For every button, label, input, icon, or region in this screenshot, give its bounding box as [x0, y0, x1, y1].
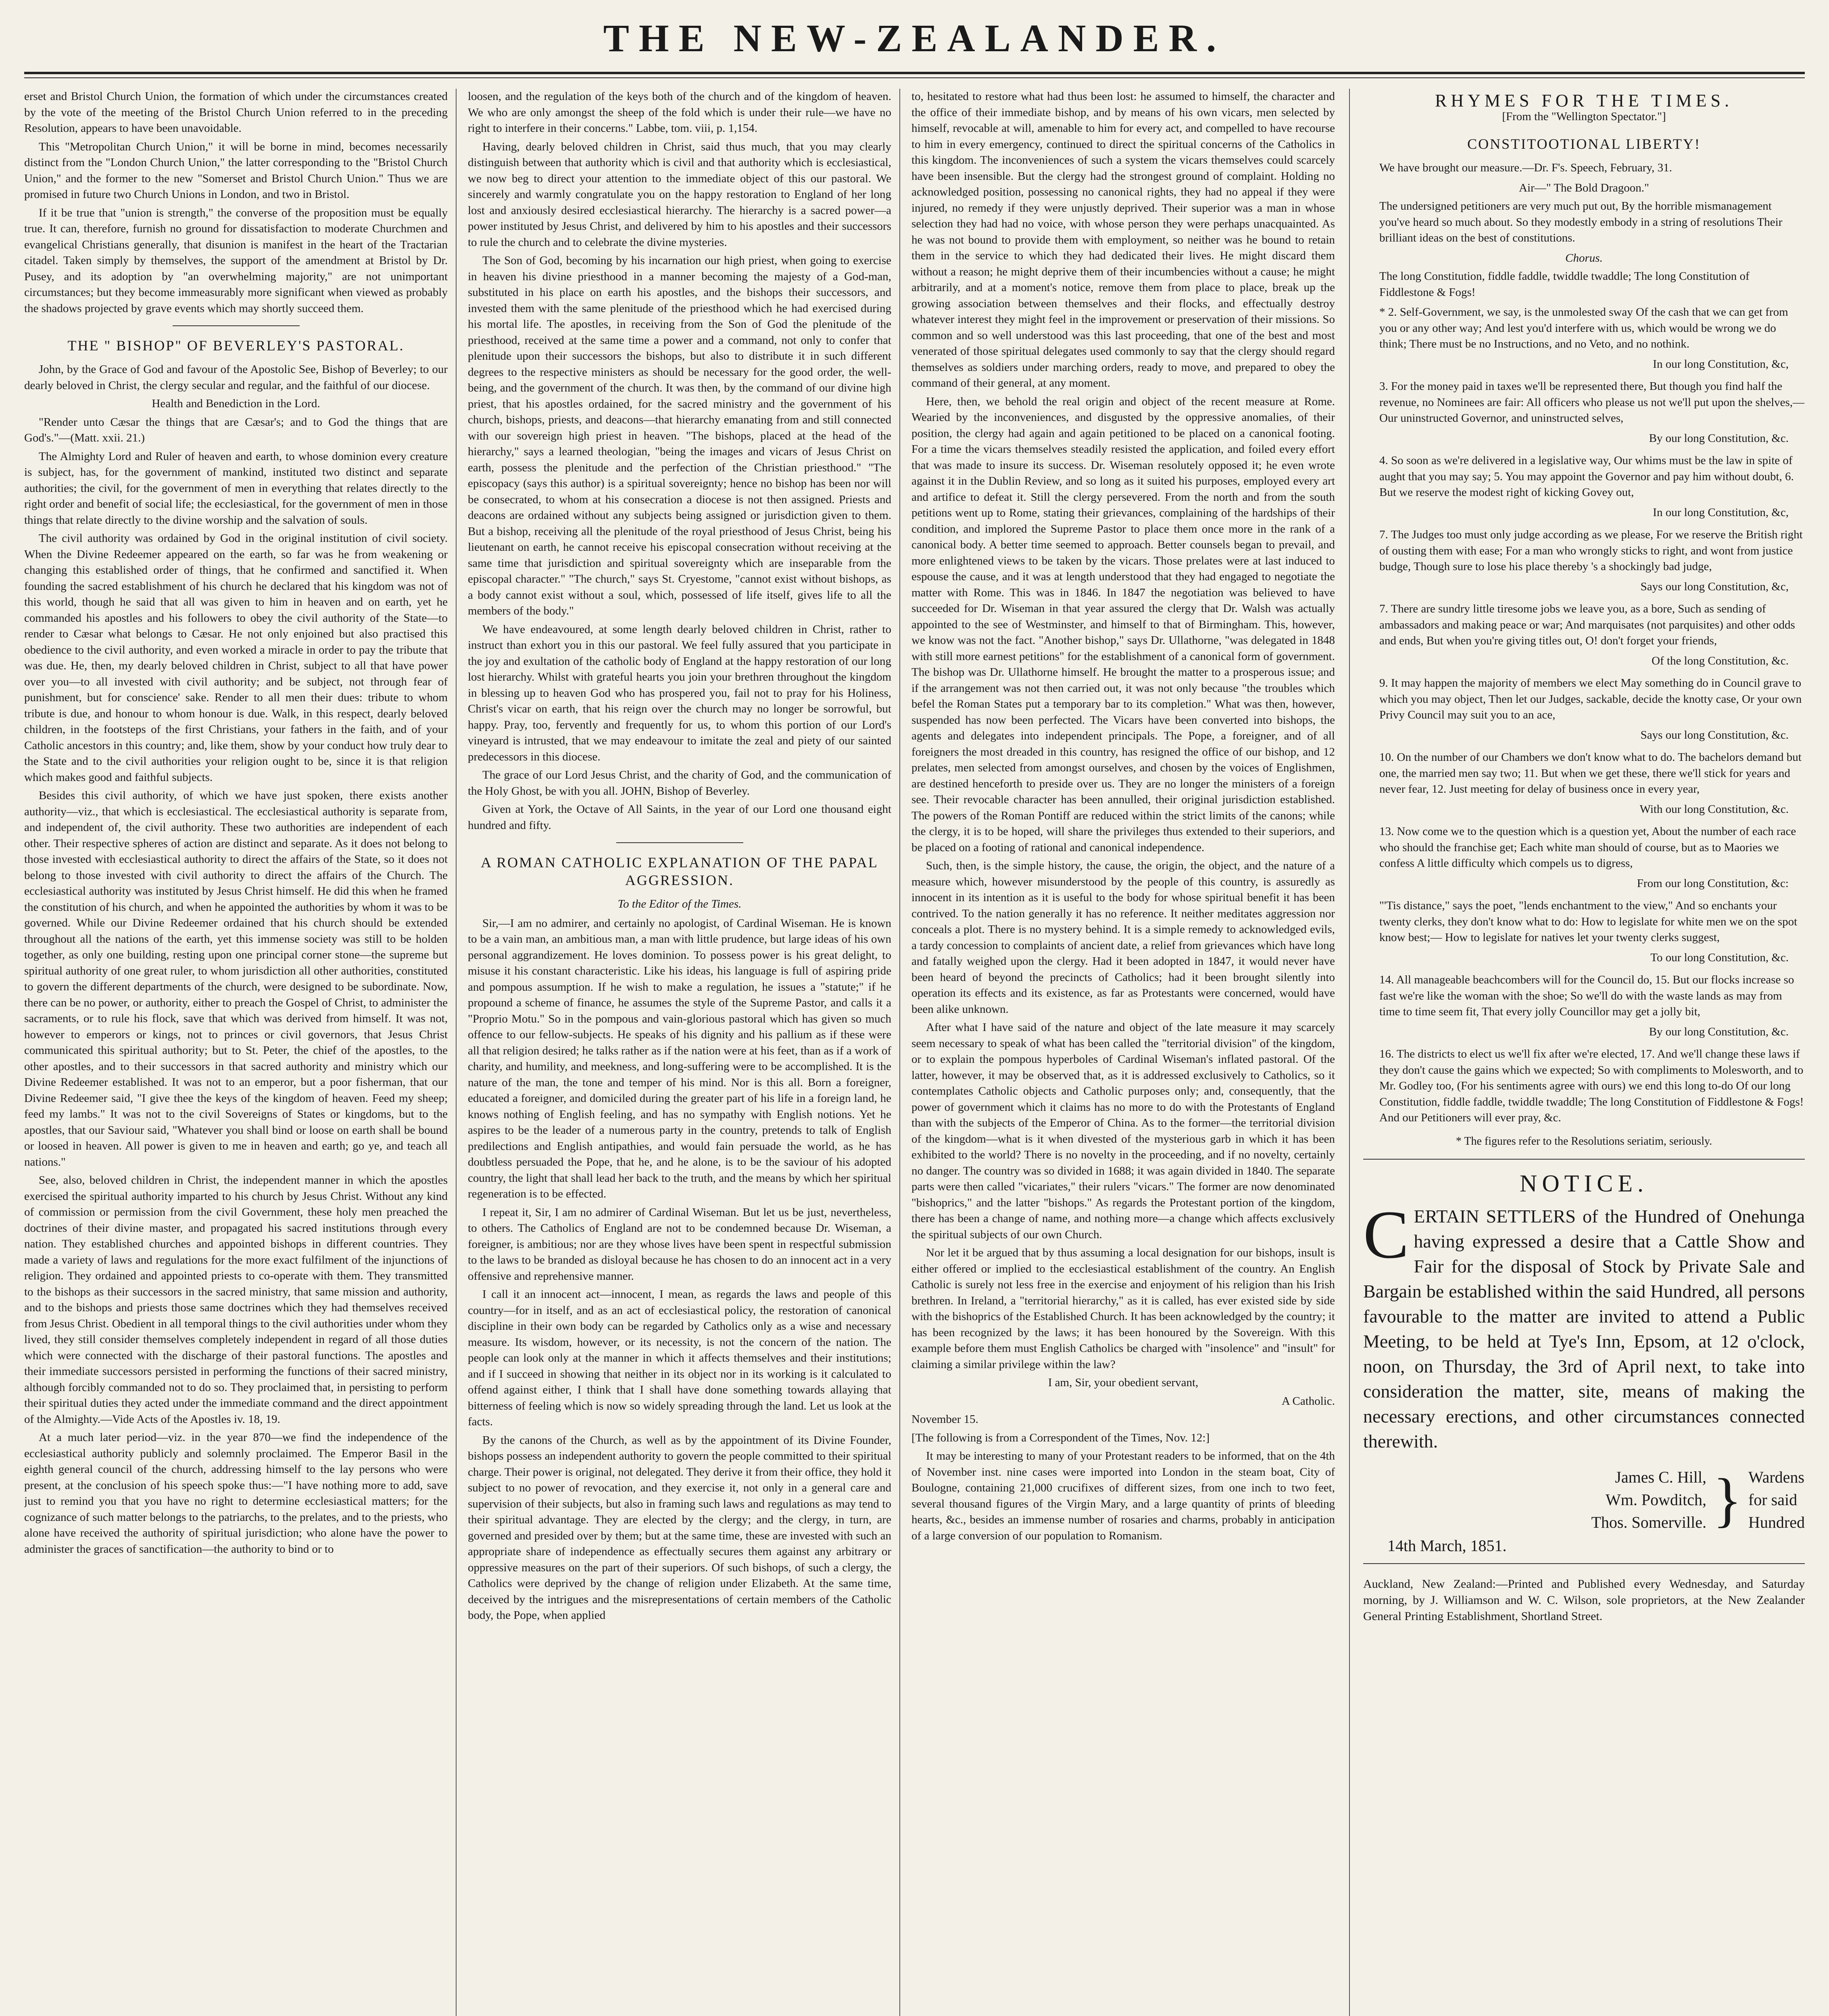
column-1: [24, 89, 448, 2016]
poem-verse: 10. On the number of our Chambers we don't know what to do. The bachelors demand but one, the married men say two; 11. But when we get these, there we'll stick for years and never fear, 12. Just meeting for delay of business once in every year,: [1379, 751, 1802, 796]
paragraph: I repeat it, Sir, I am no admirer of Cardinal Wiseman. But let us be just, nevertheless, to others. The Catholics of England are not to be condemned because Dr. Wiseman, a foreigner, is ambitious; nor are they whose lives have been spent in respectful submission to the laws to be branded as disloyal because he has chosen to do an innocent act in a very offensive and reprehensive manner.: [468, 1206, 891, 1283]
paragraph: This "Metropolitan Church Union," it will be borne in mind, becomes necessarily distinct from the "London Church Union," the latter corresponding to the "Bristol Church Union," and the former to the new "Somerset and Bristol Church Union." Thus we are promised in future two Church Unions in London, and two in Bristol.: [24, 140, 448, 201]
paragraph: The Almighty Lord and Ruler of heaven and earth, to whose dominion every creature is subject, has, for the government of mankind, instituted two distinct and separate authorities; the civil, for the government of men in everything that relates directly to the right order and benefit of social life; the ecclesiastical, for the government of men in those things that relate directly to the divine worship and the salvation of souls.: [24, 450, 448, 527]
signer-roles: [1748, 1466, 1805, 1534]
notice-title: NOTICE.: [1520, 1170, 1648, 1197]
notice-body: [1363, 1196, 1805, 1454]
paragraph: At a much later period—viz. in the year 870—we find the independence of the ecclesiastical authority publicly and solemnly proclaimed. The Emperor Basil in the eighth general council of the church, addressing himself to the lay persons who were present, at the conclusion of his speech spoke thus:—"I have nothing more to add, save just to remind you that you have no right to determine ecclesiastical matters; for the cognizance of such matter belongs to the patriarchs, to the prelates, and to the priests, who alone have received the authority of spiritual jurisdiction; who alone have the power to administer the graces of sanctification—the authority to bind or to: [24, 1431, 448, 1556]
notice-date: 14th March, 1851.: [1387, 1536, 1507, 1555]
poem-refrain: Of the long Constitution, &c.: [1652, 654, 1789, 667]
poem-verse: 14. All manageable beachcombers will for the Council do, 15. But our flocks increase so fast we're like the woman with the shoe; So we'll do with the waste lands as may from time to time seem fit, That every jolly Councillor may get a jolly bit,: [1379, 973, 1794, 1018]
article-heading: A ROMAN CATHOLIC EXPLANATION OF THE PAPAL AGGRESSION.: [481, 854, 878, 888]
paragraph: If it be true that "union is strength," the converse of the proposition must be equally true. It can, therefore, furnish no ground for dissatisfaction to moderate Churchmen and evangelical Christians generally, that disunion is manifest in the heart of the Tractarian citadel. Taken simply by themselves, the support of the amendment at Bristol by Dr. Pusey, and its adoption by "an overwhelming majority," are not unimportant circumstances; but they become immeasurably more significant when viewed as probably the shadows projected by grave events which may shortly succeed them.: [24, 206, 448, 315]
poem-section-title: RHYMES FOR THE TIMES.: [1435, 91, 1733, 110]
column-divider: [456, 89, 457, 2016]
column-2: [468, 89, 891, 2016]
paragraph: to, hesitated to restore what had thus been lost: he assumed to himself, the character and the office of their immediate bishop, and by means of his own vicars, men selected by himself, revocable at will, amenable to him for every act, and compelled to have recourse to him in every emergency, continued to direct the spiritual concerns of the Catholics in this kingdom. The inconveniences of such a system the vicars themselves could scarcely have been insensible. But the clergy had the strongest ground of complaint. Holding no acknowledged position, possessing no canonical rights, they had no appeal if they were injured, no remedy if they were unjustly deprived. Their superior was a man in whose selection they had had no voice, with whose person they were perhaps unacquainted. As he was not bound to provide them with employment, so neither was he bound to retain them in the service to which they had dedicated their lives. He might discard them without a reason; he might deprive them of their incumbencies without a cause; he might arbitrarily, and at a moment's notice, remove them from place to place, break up the growing association between themselves and their flocks, and effectually destroy whatever interest they might feel in the improvement or preservation of their missions. So common and so well understood was this last proceeding, that one of the best and most venerated of those spiritual delegates used commonly to say that the clergy should regard themselves as soldiers under marching orders, ready to move, and prepared to obey the command of their general, at any moment.: [911, 90, 1335, 389]
paragraph: I call it an innocent act—innocent, I mean, as regards the laws and people of this country—for in itself, and as an act of ecclesiastical policy, the restoration of canonical discipline in their own body can be regarded by Catholics only as a wise and necessary measure. Its wisdom, however, or its necessity, is not the concern of the nation. The people can look only at the manner in which it affects themselves and their institutions; and if I succeed in showing that neither in its object nor in its working is it calculated to offend against either, I think that I shall have done something towards allaying that bitterness of feeling which is now so widely spreading through the land. Let us look at the facts.: [468, 1288, 891, 1428]
separator: [1363, 1159, 1805, 1160]
paragraph: Sir,—I am no admirer, and certainly no apologist, of Cardinal Wiseman. He is known to be a vain man, an ambitious man, a man with little prudence, but large ideas of his own personal aggrandizement. He loves dominion. To possess power is his great delight, to misuse it his constant characteristic. Like his ideas, his language is full of aspiring pride and pompous assumption. If he wish to make a regulation, he issues a "statute;" if he propound a scheme of finance, he assumes the style of the Supreme Pastor, and calls it a "Proprio Motu." So in the pompous and vain-glorious pastoral which has given so much offence to our fellow-subjects. He speaks of his dignity and his pallium as if these were all that religion desired; he talks rather as if the nation were at his feet, than as if a work of charity, and humility, and meekness, and long-suffering were to be accomplished. It is the nature of the man, the tone and temper of his mind. Nor is this all. Born a foreigner, educated a foreigner, and domiciled during the greater part of his life in a foreign land, he knows nothing of English feeling, and has no sympathy with English notions. Yet he aspires to be the leader of a numerous party in the country, pretends to talk of English predilections and English antipathies, and would fain persuade the world, as he has doubtless persuaded the Pope, that he, and he alone, is to be the saviour of his adopted country, the light that shall lead her back to the truth, and the means by which her spiritual regeneration is to be effected.: [468, 916, 891, 1200]
poem-verse: "'Tis distance," says the poet, "lends enchantment to the view," And so enchants your twenty clerks, they don't know what to do: How to legislate for white men we on the spot know best;— How to legislate for natives let your twenty clerks suggest,: [1379, 899, 1798, 944]
poem-verse: The undersigned petitioners are very much put out, By the horrible mismanagement you've heard so much about. So they modestly embody in a string of resolutions Their brilliant ideas on the best of constitutions.: [1379, 200, 1783, 244]
separator: [616, 842, 743, 843]
poem-verse: 13. Now come we to the question which is a question yet, About the number of each race who should the franchise get; Each white man should of course, but as to Maories we confess A little difficulty which compels us to digress,: [1379, 825, 1796, 870]
poem-refrain: Says our long Constitution, &c,: [1640, 580, 1789, 593]
letter-signature: A Catholic.: [1281, 1394, 1335, 1408]
paragraph: Here, then, we behold the real origin and object of the recent measure at Rome. Wearied by the inconveniences, and disgusted by the oppressive anomalies, of their position, the clergy had again and again petitioned to be placed on a canonical footing. For a time the vicars themselves steadily resisted the application, and foiled every effort that was made to insure its success. Dr. Wiseman resolutely opposed it; he even wrote against it in the Dublin Review, and so long as it suited his purposes, employed every art and artifice to defeat it. Still the clergy persevered. From the north and from the south petitions went up to Rome, stating their grievances, complaining of the hardships of their condition, and implored the Supreme Pastor to place them once more in the rank of a canonical body. A better time seemed to approach. Better counsels began to prevail, and more enlightened views to be taken by the vicars. Those prelates were at last induced to espouse the cause, and it was at length understood that they had engaged to negotiate the matter with Rome. This was in 1846. In 1847 the negotiation was believed to have succeeded for Dr. Wiseman in that year assured the clergy that Dr. Walsh was actually appointed to the see of Westminster, and himself to that of Birmingham. This, however, we know was not the fact. "Another bishop," says Dr. Ullathorne, "was delegated in 1848 with still more earnest petitions" for the establishment of a canonical form of government. The bishop was Dr. Ullathorne himself. He brought the matter to a prosperous issue; and if the arrangement was not then carried out, it was not only because "the troubles which befel the Roman States put a temporary bar to its completion." What was then, however, suspended has now been perfected. The Vicars have been converted into bishops, the agents and delegates into independent principals. The Pope, a foreigner, and of all foreigners the most dreaded in this country, has resigned the office of our bishop, and 12 prelates, men selected from amongst ourselves, and chosen by the voices of Englishmen, are destined henceforth to preside over us. They are no longer the ministers of a foreign see. Their revocable character has been annulled, their original jurisdiction established. The powers of the Roman Pontiff are reduced within the strict limits of the canons; while the clergy, it is to be hoped, will share the privileges thus extended to their superiors, and be placed on a footing of rational and canonical independence.: [911, 395, 1335, 854]
poem-verse: 7. The Judges too must only judge according as we please, For we reserve the British right of ousting them with ease; For a man who wrongly sticks to right, and wont from justice budge, Though sure to lose his place thereby 's a shockingly bad judge,: [1379, 528, 1803, 573]
letter-closing: I am, Sir, your obedient servant,: [1048, 1376, 1199, 1389]
poem-refrain: In our long Constitution, &c,: [1653, 506, 1789, 519]
signer: Wm. Powditch,: [1606, 1490, 1707, 1509]
signer: James C. Hill,: [1615, 1468, 1707, 1486]
poem-refrain: From our long Constitution, &c:: [1637, 877, 1789, 890]
paragraph: loosen, and the regulation of the keys both of the church and of the kingdom of heaven. We who are only amongst the sheep of the fold which is under their rule—we have no right to interfere in their concerns." Labbe, tom. viii, p. 1,154.: [468, 90, 891, 135]
paragraph: See, also, beloved children in Christ, the independent manner in which the apostles exercised the spiritual authority imparted to his church by Jesus Christ. Without any kind of commission or permission from the civil Government, these holy men preached the doctrines of their divine master, and propagated his sacred institutions through every nation. They established churches and appointed bishops in different countries. They made a variety of laws and regulations for the more exact fulfilment of the injunctions of religion. They ordained and appointed priests to co-operate with them. They transmitted to the bishops as their successors in the sacred ministry, that same mission and authority, and to the bishops and priests those same doctrines which they had themselves received from Jesus Christ. Obedient in all temporal things to the civil authorities under whom they lived, they still consider themselves completely independent in regard of all those duties which were connected with the discharge of their pastoral functions. The apostles and their immediate successors persisted in performing the functions of their sacred ministry, although forcibly commanded not to do so. They proclaimed that, in persisting to perform their spiritual duties they acted under the immediate command and the direct appointment of the Almighty.—Vide Acts of the Apostles iv. 18, 19.: [24, 1174, 448, 1426]
poem-verse: 7. There are sundry little tiresome jobs we leave you, as a bore, Such as sending of ambassadors and making peace or war; And marquisates (not parquisites) and other odds and ends, But when you're giving titles out, O! don't forget your friends,: [1379, 602, 1795, 647]
poem-refrain: In our long Constitution, &c,: [1653, 357, 1789, 371]
poem-chorus: The long Constitution, fiddle faddle, twiddle twaddle; The long Constitution of Fiddlestone & Fogs!: [1379, 270, 1750, 299]
masthead-rule: [24, 72, 1805, 74]
notice-signatories: [1363, 1466, 1805, 1534]
drop-cap: C: [1363, 1196, 1409, 1272]
poem-title: CONSTITOOTIONAL LIBERTY!: [1467, 136, 1701, 152]
column-divider: [899, 89, 900, 2016]
separator: [173, 325, 300, 326]
role: Hundred: [1748, 1513, 1805, 1531]
paragraph: Besides this civil authority, of which we have just spoken, there exists another authority—viz., that which is ecclesiastical. The ecclesiastical authority is separate from, and independent of, the civil authority. These two authorities are independent of each other. Their respective spheres of action are distinct and separate. As it does not belong to those invested with ecclesiastical authority to direct the affairs of the State, so it does not belong to those invested with civil authority to direct the affairs of the Church. The ecclesiastical authority was instituted by Jesus Christ himself. He did this when he framed the constitution of his church, and when he appointed the authorities by whom it was to be governed. While our Divine Redeemer ordained that his church should be extended throughout all the nations of the earth, yet this immense society was still to be holden together, as only one building, resting upon one principal corner stone—the supreme but spiritual authority of one great ruler, to whom jurisdiction all other authorities, constituted to govern the different departments of the church, were designed to be subordinate. Now, there can be no power, or authority, either to preach the Gospel of Christ, to administer the sacraments, or to rule his flock, save that which was derived from himself. It was not, however to emperors or kings, not to princes or civil governors, that Jesus Christ communicated this spiritual authority; but to St. Peter, the chief of the apostles, to the other apostles, and to their successors in that sacred authority and ministry which our Divine Redeemer established. It was not to an emperor, but a poor fisherman, that our Divine Redeemer said, "I give thee the keys of the kingdom of heaven. Feed my sheep; feed my lambs." It was not to the civil Sovereigns of States or kingdoms, but to the apostles, that our Saviour said, "Whatever you shall bind or loose on earth shall be bound or loosed in heaven. All power is given to me in heaven and earth; go ye, and teach all nations.": [24, 789, 448, 1168]
poem-verse: 4. So soon as we're delivered in a legislative way, Our whims must be the law in spite of aught that you may say; 5. You may appoint the Governor and pay him without doubt, 6. But we reserve the modest right of kicking Govey out,: [1379, 454, 1794, 499]
role: Wardens: [1748, 1468, 1804, 1486]
column-divider: [1349, 89, 1350, 2016]
article-subheading: To the Editor of the Times.: [617, 898, 742, 910]
poem-refrain: With our long Constitution, &c.: [1639, 802, 1789, 816]
paragraph: "Render unto Cæsar the things that are Cæsar's; and to God the things that are God's."—(Matt. xxii. 21.): [24, 415, 448, 444]
poem-refrain: By our long Constitution, &c.: [1649, 1025, 1789, 1038]
poem-verse: 16. The districts to elect us we'll fix after we're elected, 17. And we'll change these laws if they don't cause the gains which we expected; So with compliments to Molesworth, and to Mr. Godley too, (For his sentiments agree with ours) we end this long to-do Of our long Constitution, fiddle faddle, twiddle twaddle; The long Constitution of Fiddlestone & Fogs! And our Petitioners will ever pray, &c.: [1379, 1048, 1804, 1124]
poem-footnote: * The figures refer to the Resolutions seriatim, seriously.: [1456, 1135, 1712, 1148]
role: for said: [1748, 1490, 1798, 1509]
paragraph: After what I have said of the nature and object of the late measure it may scarcely seem necessary to speak of what has been called the "territorial division" of the kingdom, or to explain the pompous hyperboles of Cardinal Wiseman's inflated pastoral. Of the latter, however, it may be observed that, as it is addressed exclusively to Catholics, so it contemplates Catholic objects and Catholic purposes only; and, consequently, that the power of government which it claims has no more to do with the Protestants of England than with the subjects of the Emperor of China. As to the former—the territorial division of the kingdom—what is it when divested of the mysterious garb in which it has been exhibited to the world? There is no novelty in the proceeding, and if no novelty, certainly no danger. The country was so divided in 1688; it was again divided in 1840. The separate parts were then called "vicariates," their rulers "vicars." The former are now denominated "bishoprics," and the latter "bishops." As regards the Protestant portion of the kingdom, there has been a change of name, and nothing more—a change which affects exclusively the spiritual subjects of our own Church.: [911, 1021, 1335, 1241]
poem-air: Air—" The Bold Dragoon.": [1519, 181, 1649, 194]
paragraph: Given at York, the Octave of All Saints, in the year of our Lord one thousand eight hundred and fifty.: [468, 803, 891, 832]
paragraph: Health and Benediction in the Lord.: [152, 397, 320, 410]
printer-imprint: Auckland, New Zealand:—Printed and Published every Wednesday, and Saturday morning, by J. Williamson and W. C. Wilson, sole proprietors, at the New Zealander General Printing Establishment, Shortland Street.: [1363, 1577, 1805, 1623]
masthead-rule-thin: [24, 77, 1805, 78]
paragraph: By the canons of the Church, as well as by the appointment of its Divine Founder, bishops possess an independent authority to govern the people committed to their spiritual charge. Their power is original, not delegated. They derive it from their office, they hold it subject to no power of revocation, and they exercise it, not only in a general care and supervision of their subjects, but also in framing such laws and regulations as may tend to their spiritual advantage. They are elected by the clergy; and the clergy, in turn, are governed and presided over by them; but at the same time, these are invested with such an appropriate share of independence as effectually secures them against any arbitrary or oppressive measures on the part of their superiors. Of such bishops, of such a clergy, the Catholics were deprived by the change of religion under Elizabeth. At the same time, deceived by the intrigues and the misrepresentations of certain members of the Catholic body, the Pope, when applied: [468, 1433, 891, 1622]
paragraph: Having, dearly beloved children in Christ, said thus much, that you may clearly distinguish between that authority which is civil and that authority which is ecclesiastical, we now beg to direct your attention to the immediate object of this our pastoral. We sincerely and warmly congratulate you on the happy restoration to England of her long lost and anxiously desired ecclesiastical hierarchy. The hierarchy is a sacred power—a power instituted by Jesus Christ, and delivered by him to his apostles and their successors to rule the church and to celebrate the divine mysteries.: [468, 140, 891, 249]
poem-refrain: To our long Constitution, &c.: [1650, 951, 1789, 964]
paragraph: We have endeavoured, at some length dearly beloved children in Christ, rather to instruct than exhort you in this our pastoral. We feel fully assured that you participate in the joy and exultation of the catholic body of England at the happy restoration of our long lost hierarchy. Whilst with grateful hearts you join your brethren throughout the kingdom in blessing up to heaven God who has prospered you, fail not to pray for his Holiness, Christ's vicar on earth, that his reign over the church may no longer be sorrowful, but happy. Pray, too, fervently and frequently for us, to whom this portion of our Lord's vineyard is intrusted, that we may endeavour to imitate the zeal and piety of our sainted predecessors in this diocese.: [468, 623, 891, 763]
poem-refrain: Says our long Constitution, &c.: [1640, 728, 1789, 741]
letter-date: November 15.: [911, 1413, 978, 1426]
chorus-label: Chorus.: [1565, 251, 1603, 264]
separator: [1363, 1563, 1805, 1564]
paragraph: erset and Bristol Church Union, the formation of which under the circumstances created by the vote of the meeting of the Bristol Church Union referred to in the preceding Resolution, appears to have been unavoidable.: [24, 90, 448, 135]
paragraph: The grace of our Lord Jesus Christ, and the charity of God, and the communication of the Holy Ghost, be with you all. JOHN, Bishop of Beverley.: [468, 768, 891, 798]
paragraph: Nor let it be argued that by thus assuming a local designation for our bishops, insult is either offered or implied to the ecclesiastical establishment of the country. An English Catholic is surely not less free in the exercise and enjoyment of his religion than his Irish brethren. In Ireland, a "territorial hierarchy," as it is called, has ever existed side by side with the bishoprics of the Established Church. It has been acknowledged by the country; it has been recognized by the laws; it has been honoured by the Sovereign. With this example before them must English Catholics be charged with "insolence" and "insult" for claiming a similar privilege within the law?: [911, 1246, 1335, 1371]
editor-note: [The following is from a Correspondent of the Times, Nov. 12:]: [911, 1431, 1210, 1444]
paragraph: John, by the Grace of God and favour of the Apostolic See, Bishop of Beverley; to our dearly beloved in Christ, the clergy secular and regular, and the faithful of our diocese.: [24, 363, 448, 392]
paragraph: It may be interesting to many of your Protestant readers to be informed, that on the 4th of November inst. nine cases were imported into London in the steam boat, City of Boulogne, containing 21,000 crucifixes of different sizes, from one inch to two feet, several thousand figures of the Virgin Mary, and a large quantity of prints of bleeding hearts, &c., besides an immense number of rosaries and charms, probably in anticipation of a large conversion of our population to Romanism.: [911, 1450, 1335, 1542]
paragraph: The civil authority was ordained by God in the original institution of civil society. When the Divine Redeemer appeared on the earth, so far was he from weakening or changing this established order of things, that he confirmed and sanctified it. When founding the sacred establishment of his church he declared that his kingdom was not of this world, though he said that all was given to him in heaven and on earth, yet he commanded his apostles and his followers to obey the civil authority of the State—to render to Cæsar what belongs to Cæsar. He not only enjoined but also practised this obedience to the civil authority, and even worked a miracle in order to pay the tribute that was due. He, then, my dearly beloved children in Christ, subject to all that have power over you—to all invested with civil authority; and be subject, not through fear of punishment, but for conscience' sake. Render to all men their dues: tribute to whom tribute is due, and honour to whom honour is due. Walk, in this respect, dearly beloved children, in the footsteps of the first Christians, your fathers in the faith, and of your Catholic ancestors in this country; and, like them, show by your conduct how truly dear to the State and to the civil authorities your religion ought to be, since it is that religion which makes good and faithful subjects.: [24, 532, 448, 784]
poem-source: [From the "Wellington Spectator."]: [1502, 110, 1666, 123]
poem-verse: 3. For the money paid in taxes we'll be represented there, But though you find half the revenue, no Nominees are fair: All officers who please us not we'll put upon the shelves,— Our uninstructed Governor, and uninstructed selves,: [1379, 380, 1805, 425]
signer-names: [1591, 1466, 1707, 1534]
notice-text: ERTAIN SETTLERS of the Hundred of Onehunga having expressed a desire that a Cattle Show and Fair for the disposal of Stock by Private Sale and Bargain be established within the said Hundred, all persons favourable to the matter are invited to attend a Public Meeting, to be held at Tye's Inn, Epsom, at 12 o'clock, noon, on Thursday, the 3rd of April next, to take into consideration the matter, site, means of making the necessary erections, and other circumstances connected therewith.: [1363, 1206, 1805, 1452]
paragraph: The Son of God, becoming by his incarnation our high priest, when going to exercise in heaven his divine priesthood in a manner becoming the majesty of a God-man, substituted in his place on earth his apostles, and the bishops their successors, and invested them with the same plenitude of the priesthood which he had exercised during his mortal life. The apostles, in receiving from the Son of God the plenitude of the priesthood, received at the same time a power and a command, not only to confer that plenitude upon their successors the bishops, but also to distribute it in such different degrees to the respective ministers as should be necessary for the good order, the well-being, and the government of the church. It was then, by the command of our divine high priest, that his apostles ordained, for the sacred ministry and the government of his church, bishops, priests, and deacons—that hierarchy emanating from and still connected with our sovereign high priest in heaven. "The bishops, placed at the head of the hierarchy," says a learned theologian, "being the images and vicars of Jesus Christ on earth, possess the plenitude and the perfection of the Christian priesthood." "The episcopacy (says this author) is a spiritual sovereignty; hence no bishop has been nor will be consecrated, to whom at his consecration a diocese is not then assigned. Priests and deacons are ordained without any subjects being assigned or jurisdiction given to them. But a bishop, receiving all the plenitude of the royal priesthood of Jesus Christ, being his lieutenant on earth, he cannot receive his episcopal consecration without receiving at the same time that jurisdiction and spiritual sovereignty which are inseparable from the episcopal character." "The church," says St. Cryestome, "cannot exist without bishops, as a body cannot exist without a soul, which, possessed of life itself, gives life to all the members of the body.": [468, 254, 891, 617]
paragraph: Such, then, is the simple history, the cause, the origin, the object, and the nature of a measure which, however misunderstood by the people of this country, is assuredly as innocent in its intention as it is useful to the body for whose spiritual benefit it has been contrived. To the nation generally it has no reference. It neither meditates aggression nor conceals a plot. There is no mystery behind. It is a simple remedy to acknowledged evils, a tardy concession to complaints of ancient date, a relief from grievances which have long and fatally weighed upon the clergy. Had it been adopted in 1847, it would never have been heard of beyond the precincts of Catholics; had it been brought silently into operation its effects and its existence, as far as Protestants were concerned, would have been alike unknown.: [911, 859, 1335, 1016]
masthead-title: THE NEW-ZEALANDER.: [603, 17, 1226, 60]
column-3: [911, 89, 1335, 2016]
poem-verse: 9. It may happen the majority of members we elect May something do in Council grave to which you may object, Then let our Judges, sackable, decide the knotty case, Or your own Privy Council may suit you to an ace,: [1379, 677, 1802, 721]
poem-epigraph: We have brought our measure.—Dr. F's. Speech, February, 31.: [1379, 161, 1672, 174]
article-heading: THE " BISHOP" OF BEVERLEY'S PASTORAL.: [67, 337, 405, 354]
brace-glyph: }: [1713, 1466, 1742, 1533]
signer: Thos. Somerville.: [1591, 1513, 1707, 1531]
column-4: [1363, 89, 1805, 2016]
poem-verse: * 2. Self-Government, we say, is the unmolested sway Of the cash that we can get from you or any other way; And lest you'd interfere with us, which would be wrong we do think; There must be no Instructions, and no Veto, and no nothink.: [1379, 306, 1788, 350]
poem-refrain: By our long Constitution, &c.: [1649, 431, 1789, 445]
